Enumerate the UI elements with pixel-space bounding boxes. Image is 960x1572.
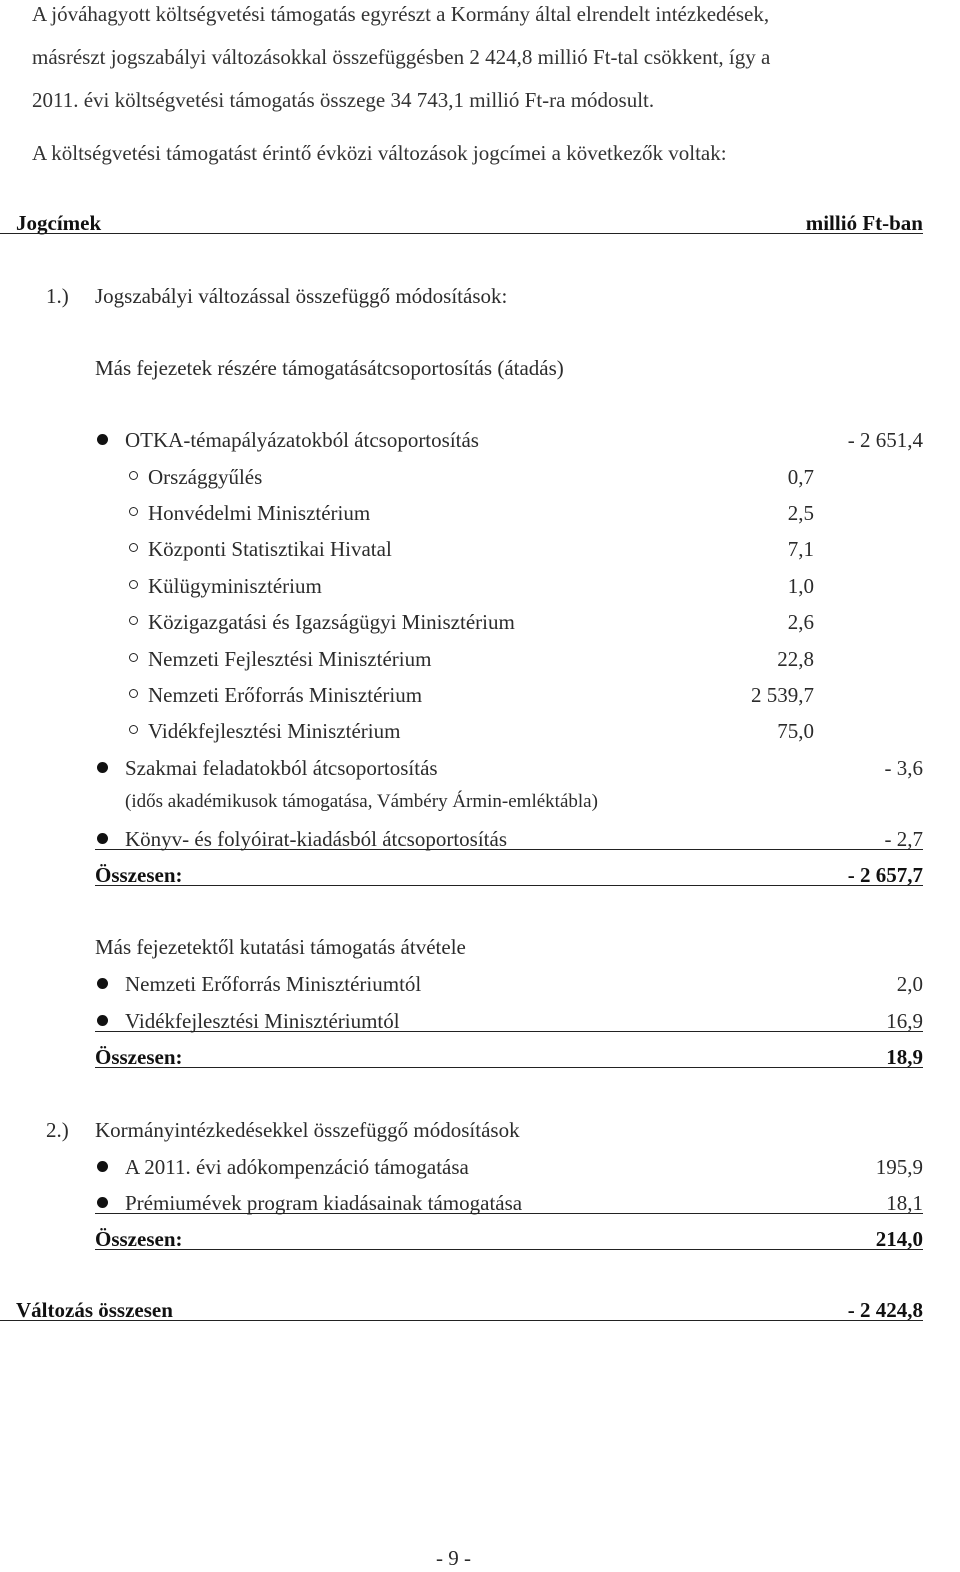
grand-total-label: Változás összesen — [16, 1298, 173, 1322]
subitem-value: 0,7 — [787, 465, 814, 489]
subitem-label: Honvédelmi Minisztérium — [148, 501, 371, 525]
section2-total-label: Összesen: — [95, 1227, 183, 1251]
circle-bullet-icon — [129, 507, 138, 516]
section1-title: Jogszabályi változással összefüggő módosítások: — [95, 284, 508, 308]
intro-line-2: másrészt jogszabályi változásokkal összefüggésben 2 424,8 millió Ft-tal csökkent, így a — [32, 45, 771, 69]
sub2-total-value: 18,9 — [886, 1045, 923, 1069]
section2-number: 2.) — [46, 1118, 69, 1142]
sub1-total-value: - 2 657,7 — [847, 863, 923, 887]
konyv-rule — [95, 849, 923, 850]
circle-bullet-icon — [129, 543, 138, 552]
subitem-label: Nemzeti Fejlesztési Minisztérium — [148, 647, 432, 671]
grand-total-value: - 2 424,8 — [847, 1298, 923, 1322]
intro-line-1: A jóváhagyott költségvetési támogatás egyrészt a Kormány által elrendelt intézkedések, — [32, 2, 770, 26]
subitem-label: Külügyminisztérium — [148, 574, 322, 598]
subitem-value: 1,0 — [787, 574, 814, 598]
konyv-value: - 2,7 — [884, 827, 923, 851]
intro-line-4: A költségvetési támogatást érintő évközi változások jogcímei a következők voltak: — [32, 141, 727, 165]
section2-rule — [95, 1213, 923, 1214]
bullet-icon — [97, 1161, 108, 1172]
section2-title: Kormányintézkedésekkel összefüggő módosítások — [95, 1118, 520, 1142]
circle-bullet-icon — [129, 689, 138, 698]
sub2-total-rule — [95, 1067, 923, 1068]
page-number: - 9 - — [436, 1546, 471, 1570]
sub2-item-value: 16,9 — [886, 1009, 923, 1033]
subitem-value: 75,0 — [777, 719, 814, 743]
sub2-item-value: 2,0 — [896, 972, 923, 996]
circle-bullet-icon — [129, 580, 138, 589]
bullet-icon — [97, 978, 108, 989]
otka-value: - 2 651,4 — [847, 428, 923, 452]
subitem-value: 22,8 — [777, 647, 814, 671]
subitem-value: 2 539,7 — [751, 683, 814, 707]
section2-item-value: 195,9 — [875, 1155, 923, 1179]
section2-item-value: 18,1 — [886, 1191, 923, 1215]
circle-bullet-icon — [129, 616, 138, 625]
konyv-label: Könyv- és folyóirat-kiadásból átcsoportosítás — [125, 827, 507, 851]
otka-label: OTKA-témapályázatokból átcsoportosítás — [125, 428, 479, 452]
header-rule — [0, 233, 923, 234]
bullet-icon — [97, 1015, 108, 1026]
section1-number: 1.) — [46, 284, 69, 308]
section2-item-label: A 2011. évi adókompenzáció támogatása — [125, 1155, 469, 1179]
intro-line-3: 2011. évi költségvetési támogatás összege 34 743,1 millió Ft-ra módosult. — [32, 88, 655, 112]
subitem-label: Központi Statisztikai Hivatal — [148, 537, 392, 561]
bullet-icon — [97, 833, 108, 844]
szakmai-note: (idős akadémikusok támogatása, Vámbéry Ármin-emléktábla) — [125, 791, 598, 812]
subitem-value: 2,6 — [787, 610, 814, 634]
section2-total-rule — [95, 1249, 923, 1250]
grand-total-rule — [0, 1320, 923, 1321]
sub1-total-rule — [95, 885, 923, 886]
header-jogcimek: Jogcímek — [16, 211, 102, 235]
szakmai-value: - 3,6 — [884, 756, 923, 780]
sub2-total-label: Összesen: — [95, 1045, 183, 1069]
header-unit: millió Ft-ban — [805, 211, 923, 235]
sub2-item-label: Vidékfejlesztési Minisztériumtól — [125, 1009, 400, 1033]
bullet-icon — [97, 1197, 108, 1208]
bullet-icon — [97, 762, 108, 773]
subitem-label: Vidékfejlesztési Minisztérium — [148, 719, 401, 743]
subitem-value: 7,1 — [787, 537, 814, 561]
circle-bullet-icon — [129, 725, 138, 734]
section2-item-label: Prémiumévek program kiadásainak támogatása — [125, 1191, 523, 1215]
szakmai-label: Szakmai feladatokból átcsoportosítás — [125, 756, 438, 780]
subitem-value: 2,5 — [787, 501, 814, 525]
sub1-total-label: Összesen: — [95, 863, 183, 887]
subitem-label: Országgyűlés — [148, 465, 263, 489]
circle-bullet-icon — [129, 471, 138, 480]
circle-bullet-icon — [129, 653, 138, 662]
sub2-item-label: Nemzeti Erőforrás Minisztériumtól — [125, 972, 422, 996]
subitem-label: Közigazgatási és Igazságügyi Minisztérium — [148, 610, 515, 634]
section2-total-value: 214,0 — [875, 1227, 923, 1251]
sub2-rule — [95, 1031, 923, 1032]
subitem-label: Nemzeti Erőforrás Minisztérium — [148, 683, 423, 707]
bullet-icon — [97, 434, 108, 445]
sub2-title: Más fejezetektől kutatási támogatás átvétele — [95, 935, 466, 959]
sub1-title: Más fejezetek részére támogatásátcsoportosítás (átadás) — [95, 356, 564, 380]
